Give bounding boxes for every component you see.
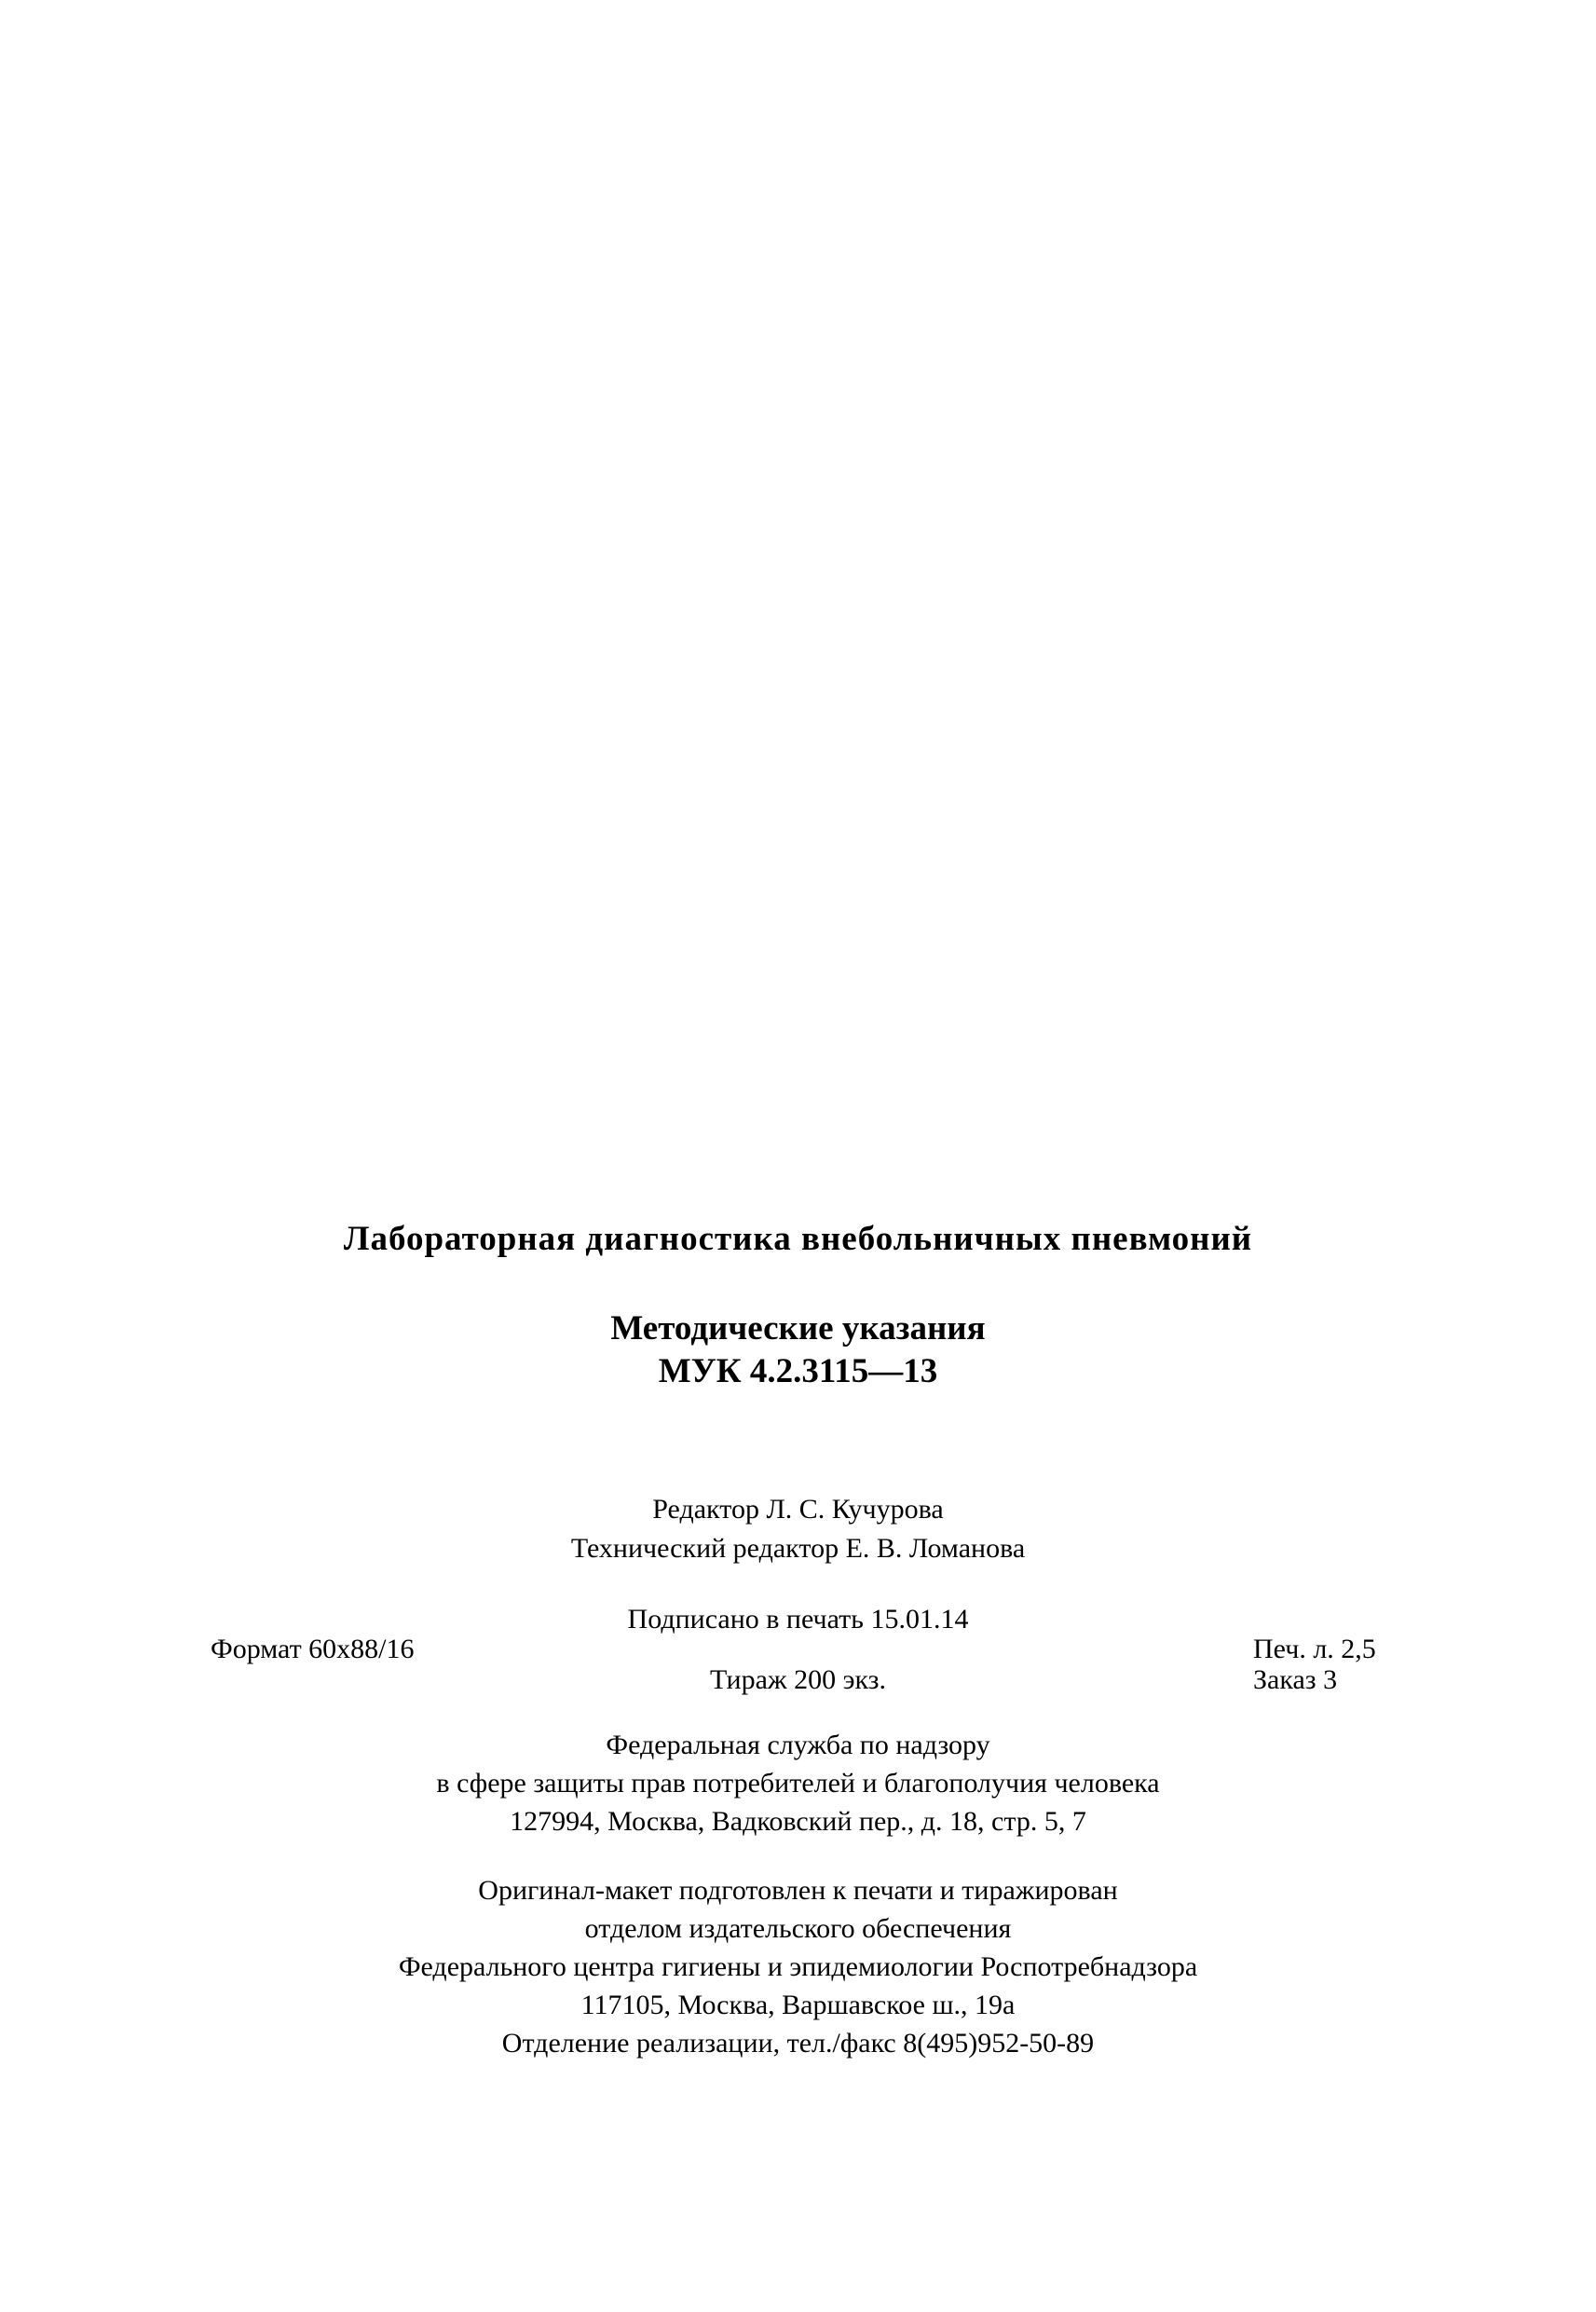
printed-sheets-text: Печ. л. 2,5: [1253, 1634, 1376, 1664]
document-code: МУК 4.2.3115—13: [658, 1352, 938, 1390]
tech-editor-line: Технический редактор Е. В. Ломанова: [570, 1533, 1026, 1564]
document-title: Лабораторная диагностика внебольничных пневмоний: [343, 1220, 1253, 1258]
production-line: Федерального центра гигиены и эпидемиологии Роспотребнадзора: [398, 1951, 1198, 1982]
order-text: Заказ 3: [1253, 1664, 1338, 1695]
production-line: отделом издательского обеспечения: [584, 1913, 1012, 1944]
signed-to-print: Подписано в печать 15.01.14: [627, 1604, 969, 1635]
editor-line: Редактор Л. С. Кучурова: [652, 1494, 944, 1525]
circulation-text: Тираж 200 экз.: [709, 1664, 887, 1695]
publisher-line: в сфере защиты прав потребителей и благополучия человека: [436, 1768, 1160, 1799]
production-address: 117105, Москва, Варшавское ш., 19а: [580, 1990, 1016, 2020]
publisher-line: Федеральная служба по надзору: [606, 1730, 990, 1760]
production-line: Оригинал-макет подготовлен к печати и тиражирован: [478, 1875, 1118, 1906]
format-text: Формат 60x88/16: [211, 1634, 415, 1664]
publisher-address: 127994, Москва, Вадковский пер., д. 18, стр. 5, 7: [510, 1806, 1086, 1837]
document-type: Методические указания: [610, 1309, 986, 1348]
sales-contact: Отделение реализации, тел./факс 8(495)952-50-89: [501, 2028, 1095, 2059]
